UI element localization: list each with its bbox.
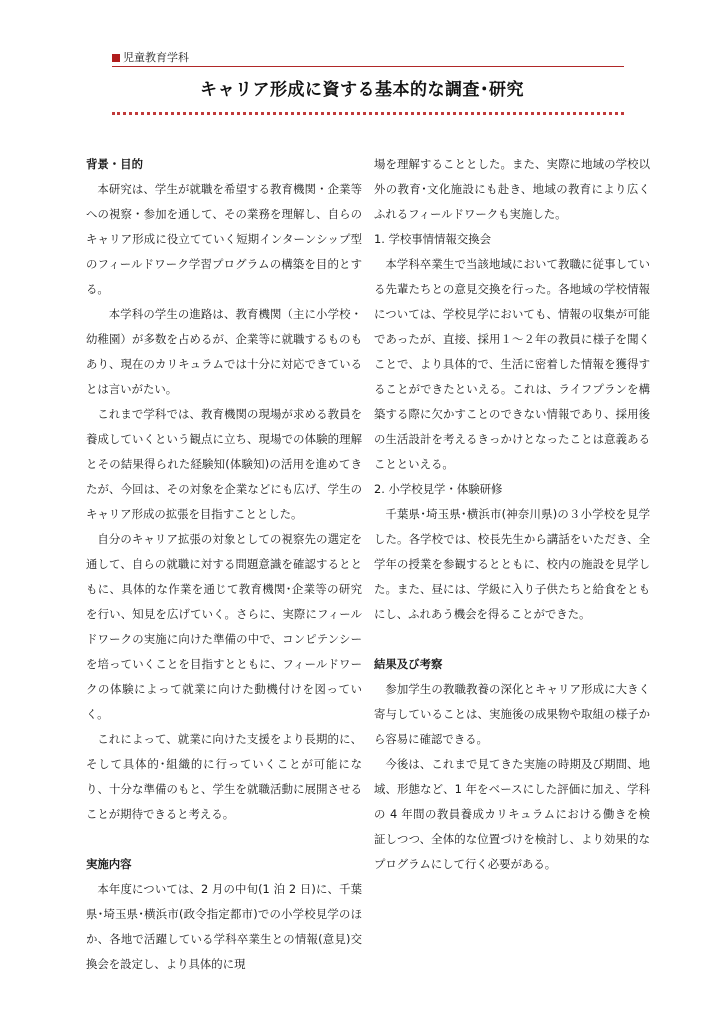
spacer [374, 627, 650, 652]
paragraph: 本学科の学生の進路は、教育機関（主に小学校・幼稚園）が多数を占めるが、企業等に就職するものもあり、現在のカリキュラムでは十分に対応できているとは言いがたい。 [86, 307, 362, 396]
paragraph: これによって、就業に向けた支援をより長期的に、そして具体的･組織的に行っていくことが可能になり、十分な準備のもと、学生を就職活動に展開させることが期待できると考える。 [86, 732, 362, 821]
paragraph: 今後は、これまで見てきた実施の時期及び期間、地域、形態など、1 年をベースにした評価に加え、学科の 4 年間の教員養成カリキュラムにおける働きを検証しつつ、全体的な位置づけを検討し、より効果的なプログラムにして行く必要がある。 [374, 757, 650, 871]
dotted-divider [112, 112, 624, 115]
subheading-exchange: 1. 学校事情情報交換会 [374, 232, 492, 246]
left-column [86, 152, 362, 977]
section-heading-results: 結果及び考察 [374, 657, 443, 671]
spacer [86, 827, 362, 852]
paragraph: 本学科卒業生で当該地域において教職に従事している先輩たちとの意見交換を行った。各地域の学校情報については、学校見学においても、情報の収集が可能であったが、直接、採用１～２年の教員に様子を聞くことで、より具体的で、生活に密着した情報を獲得することができたといえる。これは、ライフプランを構築する際に欠かすことのできない情報であり、採用後の生活設計を考えるきっかけとなったことは意義あることといえる。 [374, 257, 650, 471]
department-label [112, 51, 189, 65]
section-heading-background: 背景・目的 [86, 157, 143, 171]
section-heading-content: 実施内容 [86, 857, 132, 871]
paragraph: 場を理解することとした。また、実際に地域の学校以外の教育･文化施設にも赴き、地域の教育により広くふれるフィールドワークも実施した。 [374, 157, 650, 221]
department-text: 児童教育学科 [123, 51, 189, 64]
red-square-icon [112, 54, 120, 62]
paragraph: 参加学生の教職教養の深化とキャリア形成に大きく寄与していることは、実施後の成果物や取組の様子から容易に確認できる。 [374, 682, 650, 746]
page-title: キャリア形成に資する基本的な調査･研究 [200, 80, 524, 100]
subheading-school-visit: 2. 小学校見学・体験研修 [374, 482, 503, 496]
paragraph: 本研究は、学生が就職を希望する教育機関・企業等への視察・参加を通して、その業務を理解し、自らのキャリア形成に役立てていく短期インターンシップ型のフィールドワーク学習プログラムの構築を目的とする。 [86, 182, 362, 296]
paragraph: 本年度については、2 月の中旬(1 泊 2 日)に、千葉県･埼玉県･横浜市(政令指定都市)での小学校見学のほか、各地で活躍している学科卒業生との情報(意見)交換会を設定し、より具体的に現 [86, 882, 362, 971]
paragraph: これまで学科では、教育機関の現場が求める教員を養成していくという観点に立ち、現場での体験的理解とその結果得られた経験知(体験知)の活用を進めてきたが、今回は、その対象を企業などにも広げ、学生のキャリア形成の拡張を目指すこととした。 [86, 407, 362, 521]
right-column [374, 152, 650, 877]
header-rule [112, 66, 624, 67]
paragraph: 千葉県･埼玉県･横浜市(神奈川県)の３小学校を見学した。各学校では、校長先生から講話をいただき、全学年の授業を参観するとともに、校内の施設を見学した。また、昼には、学級に入り子供たちと給食をともにし、ふれあう機会を得ることができた。 [374, 507, 650, 621]
paragraph: 自分のキャリア拡張の対象としての視察先の選定を通して、自らの就職に対する問題意識を確認するとともに、具体的な作業を通じて教育機関･企業等の研究を行い、知見を広げていく。さらに、実際にフィールドワークの実施に向けた準備の中で、コンピテンシーを培っていくことを目指すとともに、フィールドワークの体験によって就業に向けた動機付けを図っていく。 [86, 532, 362, 721]
